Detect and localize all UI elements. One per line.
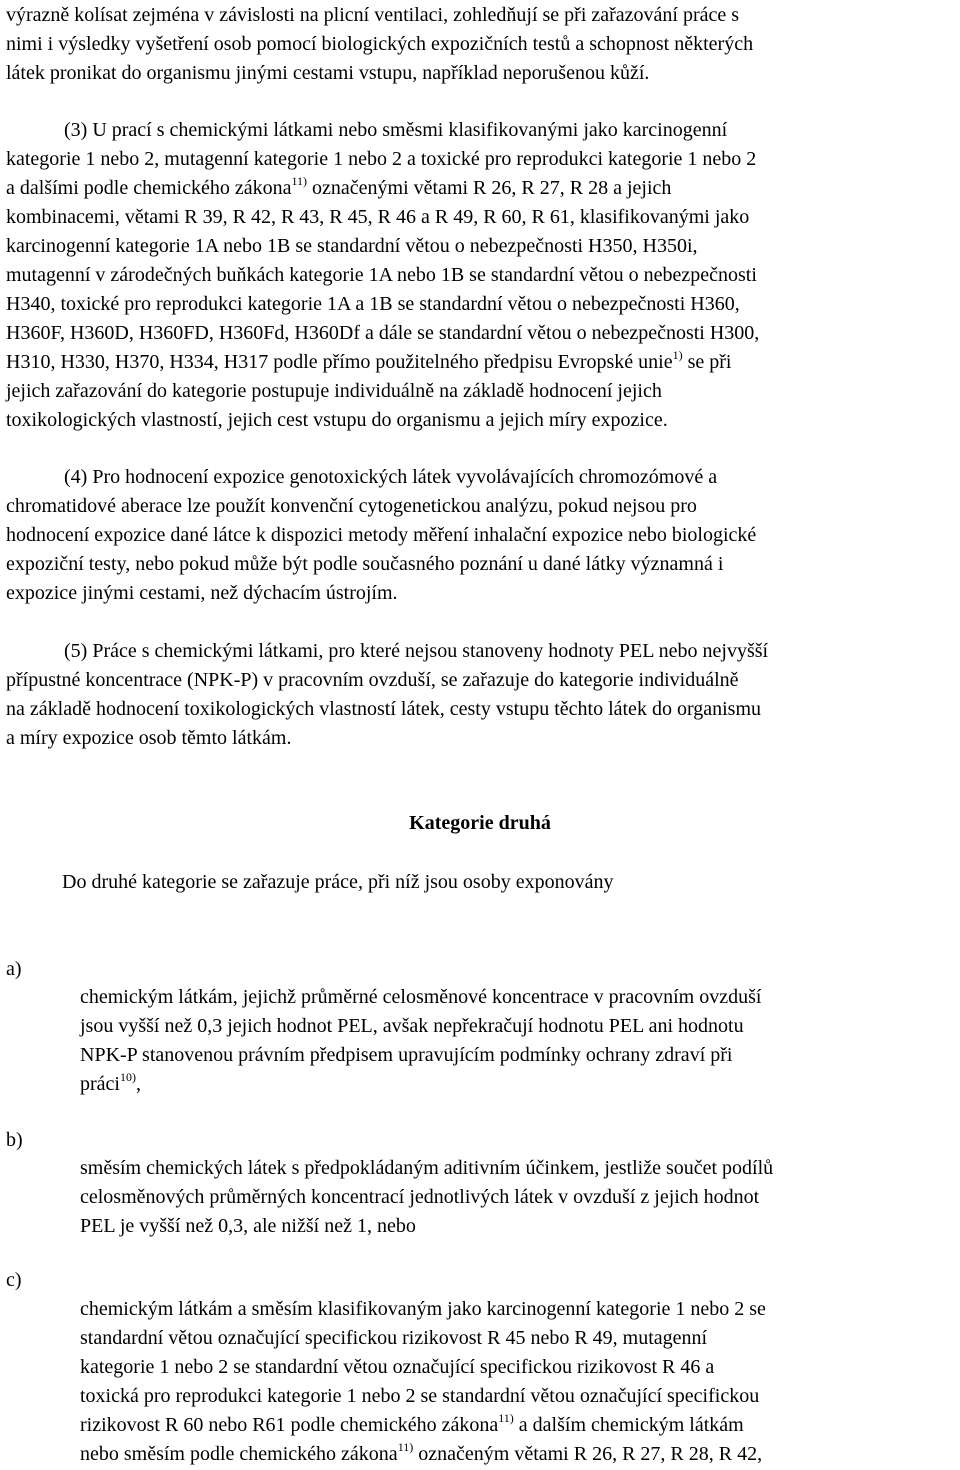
para3-line-8: H360F, H360D, H360FD, H360Fd, H360Df a dále se standardní větou o nebezpečnosti H300, [6, 322, 760, 344]
para3-line-7: H340, toxické pro reprodukci kategorie 1A a 1B se standardní větou o nebezpečnosti H360, [6, 293, 740, 315]
para5-line-2: přípustné koncentrace (NPK-P) v pracovním ovzduší, se zařazuje do kategorie individuálně [6, 669, 739, 691]
para3-line-9: H310, H330, H370, H334, H317 podle přímo použitelného předpisu Evropské unie$^{1)}$ se při [6, 348, 732, 373]
para4-line-5: expozice jinými cestami, než dýchacím ústrojím. [6, 582, 398, 604]
para3-line-3: a dalšími podle chemického zákona$^{11)}$ označenými větami R 26, R 27, R 28 a jejich [6, 174, 672, 199]
intro-line-3: látek pronikat do organismu jinými cestami vstupu, například neporušenou kůží. [6, 62, 650, 84]
footnote-ref: 11) [291, 174, 308, 188]
para3-line-4: kombinacemi, větami R 39, R 42, R 43, R 45, R 46 a R 49, R 60, R 61, klasifikovanými jako [6, 206, 750, 228]
para3-line-11: toxikologických vlastností, jejich cest vstupu do organismu a jejich míry expozice. [6, 409, 668, 431]
item-b-line-2: celosměnových průměrných koncentrací jednotlivých látek v ovzduší z jejich hodnot [80, 1186, 760, 1208]
item-b-line-3: PEL je vyšší než 0,3, ale nižší než 1, nebo [80, 1215, 416, 1237]
para5-line-4: a míry expozice osob těmto látkám. [6, 727, 292, 749]
para5-line-1: (5) Práce s chemickými látkami, pro které nejsou stanoveny hodnoty PEL nebo nejvyšší [64, 640, 769, 662]
para3-line-6: mutagenní v zárodečných buňkách kategorie 1A nebo 1B se standardní větou o nebezpečnosti [6, 264, 757, 286]
footnote-ref: 1) [672, 348, 683, 362]
footnote-ref: 11) [498, 1411, 514, 1425]
intro-line-1: výrazně kolísat zejména v závislosti na plicní ventilaci, zohledňují se při zařazování práce s [6, 4, 740, 26]
para5-line-3: na základě hodnocení toxikologických vlastností látek, cesty vstupu těchto látek do organismu [6, 698, 762, 720]
item-c-line-2: standardní větou označující specifickou rizikovost R 45 nebo R 49, mutagenní [80, 1327, 708, 1349]
section-lead: Do druhé kategorie se zařazuje práce, při níž jsou osoby exponovány [62, 871, 614, 893]
para3-line-1: (3) U prací s chemickými látkami nebo směsmi klasifikovanými jako karcinogenní [64, 119, 728, 141]
item-a-line-3: NPK-P stanovenou právním předpisem upravujícím podmínky ochrany zdraví při [80, 1044, 733, 1066]
para4-line-2: chromatidové aberace lze použít konvenční cytogenetickou analýzu, pokud nejsou pro [6, 495, 697, 517]
para3-line-2: kategorie 1 nebo 2, mutagenní kategorie 1 nebo 2 a toxické pro reprodukci kategorie 1 nebo 2 [6, 148, 757, 170]
item-b-line-1: směsím chemických látek s předpokládaným aditivním účinkem, jestliže součet podílů [80, 1157, 774, 1179]
item-c-line-4: toxická pro reprodukci kategorie 1 nebo 2 se standardní větou označující specifickou [80, 1385, 760, 1407]
para4-line-3: hodnocení expozice dané látce k dispozici metody měření inhalační expozice nebo biologické [6, 524, 757, 546]
item-c-line-3: kategorie 1 nebo 2 se standardní větou označující specifickou rizikovost R 46 a [80, 1356, 715, 1378]
item-marker-a: a) [6, 958, 22, 980]
para3-line-10: jejich zařazování do kategorie postupuje individuálně na základě hodnocení jejich [6, 380, 662, 402]
para4-line-1: (4) Pro hodnocení expozice genotoxických látek vyvolávajících chromozómové a [64, 466, 718, 488]
section-heading: Kategorie druhá [409, 812, 551, 834]
para3-line-5: karcinogenní kategorie 1A nebo 1B se standardní větou o nebezpečnosti H350, H350i, [6, 235, 698, 257]
item-a-line-4: práci$^{10)}$, [80, 1070, 141, 1095]
intro-line-2: nimi i výsledky vyšetření osob pomocí biologických expozičních testů a schopnost některých [6, 33, 754, 55]
item-c-line-1: chemickým látkám a směsím klasifikovaným jako karcinogenní kategorie 1 nebo 2 se [80, 1298, 766, 1320]
item-marker-c: c) [6, 1269, 22, 1291]
item-c-line-6: nebo směsím podle chemického zákona$^{11)}$ označeným větami R 26, R 27, R 28, R 42, [80, 1440, 763, 1465]
item-c-line-5: rizikovost R 60 nebo R61 podle chemického zákona$^{11)}$ a dalším chemickým látkám [80, 1411, 744, 1436]
item-marker-b: b) [6, 1129, 23, 1151]
para4-line-4: expoziční testy, nebo pokud může být podle současného poznání u dané látky významná i [6, 553, 724, 575]
footnote-ref: 11) [397, 1440, 414, 1454]
footnote-ref: 10) [119, 1070, 136, 1084]
item-a-line-2: jsou vyšší než 0,3 jejich hodnot PEL, avšak nepřekračují hodnotu PEL ani hodnotu [80, 1015, 744, 1037]
item-a-line-1: chemickým látkám, jejichž průměrné celosměnové koncentrace v pracovním ovzduší [80, 986, 762, 1008]
